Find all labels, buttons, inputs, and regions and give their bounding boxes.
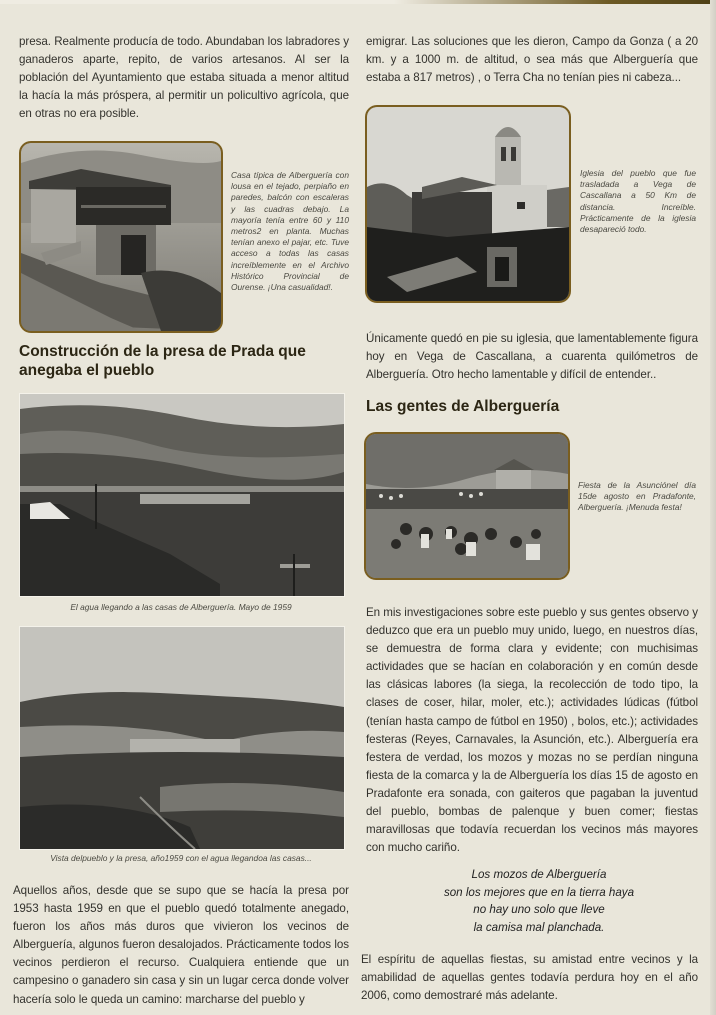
flooded-village-photo bbox=[19, 393, 345, 597]
dam-illustration bbox=[20, 627, 344, 849]
fiesta-photo-caption: Fiesta de la Asunciónel día 15de agosto en Pradafonte, Alberguería. ¡Menuda festa! bbox=[578, 480, 696, 513]
traditional-stone-house-photo bbox=[19, 141, 223, 333]
dam-photo-caption: Vista delpueblo y la presa, año1959 con el agua llegandoa las casas... bbox=[50, 853, 312, 863]
house-illustration bbox=[21, 143, 221, 331]
people-paragraph: En mis investigaciones sobre este pueblo y sus gentes observo y deduzco que era un pueblo muy unido, luego, en nuestros días, se demuestra de forma clara y evidente; con muchisimas actividades que se hacían en colaboración y en común desde las clásicas labores (la siega, la recolección de todo tipo, la clases de coser, hilar, moler, etc.); actividades lúdicas (fútbol (tenían hasta campo de fútbol en 1950) , bolos, etc.); actividades festeras (Reyes, Carnavales, la Asunción, etc.). Alberguería era festera de verdad, los mozos y mozas no se perdían ninguna fiesta de la comarca y la de Alberguería los días 15 de agosto en Pradafonte era sonada, con gaiteros que pagaban la juventud del pueblo, bombas de palenque y buen comer; fiestas maravillosas que todavía recuerdan los vecinos más mayores con mucho cariño. bbox=[366, 606, 698, 855]
village-church-photo bbox=[365, 105, 571, 303]
fiesta-illustration bbox=[366, 434, 568, 578]
section-heading-people: Las gentes de Alberguería bbox=[366, 398, 560, 415]
flood-illustration bbox=[20, 394, 344, 596]
church-paragraph: Únicamente quedó en pie su iglesia, que lamentablemente figura hoy en Vega de Cascallana, a cuarenta quilómetros de Alberguería. Otro hecho lamentable y difícil de entender.. bbox=[366, 332, 698, 382]
closing-paragraph-left: Aquellos años, desde que se supo que se hacía la presa por 1953 hasta 1959 en que el pueblo quedó totalmente anegado, fueron los años más duros que vivieron los vecinos de Alberguería, algunos fueron desalojados. Prácticamente todos los vecinos perdieron el recurso. Cualquiera entiende que un campesino o ganadero sin casa y sin un lugar cerca donde volver hacería solo le queda un camino: marcharse del pueblo y bbox=[13, 884, 349, 1006]
verse-line: la camisa mal planchada. bbox=[473, 920, 605, 934]
intro-paragraph-left: presa. Realmente producía de todo. Abundaban los labradores y ganaderos aparte, repito, de varios artesanos. Al ser la población del Ayuntamiento que estaba situada a menor altitud la hacía la más próspera, al permitir un policultivo agrícola, que en otras no era posible. bbox=[19, 35, 349, 121]
verse-line: Los mozos de Alberguería bbox=[471, 868, 607, 881]
section-heading-dam-construction: Construcción de la presa de Prada que anegaba el pueblo bbox=[19, 343, 306, 379]
house-photo-caption: Casa típica de Alberguería con lousa en el tejado, perpiaño en paredes, balcón con escaleras y las cuadras debajo. La mayoría tenía entre 60 y 110 metros2 en planta. Muchas tenían anexo el pajar, etc. Tuve acceso a todas las casas increíblemente en el Archivo Histórico Provincial de Ourense. ¡Una casualidad!. bbox=[231, 170, 349, 293]
folk-verse bbox=[380, 866, 698, 936]
top-border-band bbox=[0, 0, 716, 4]
flood-photo-caption: El agua llegando a las casas de Alberguería. Mayo de 1959 bbox=[70, 602, 292, 612]
church-photo-caption: Iglesia del pueblo que fue trasladada a Vega de Cascallana a 50 Km de distancia. Increíble. Prácticamente de la iglesia desapareció todo. bbox=[580, 168, 696, 235]
closing-paragraph-right: El espíritu de aquellas fiestas, su amistad entre vecinos y la amabilidad de aquellas gentes todavía perdura hoy en el año 2006, como demostraré más adelante. bbox=[361, 953, 698, 1003]
church-illustration bbox=[367, 107, 569, 301]
dam-and-valley-photo bbox=[19, 626, 345, 850]
verse-line: no hay uno solo que lleve bbox=[473, 903, 605, 916]
intro-paragraph-right: emigrar. Las soluciones que les dieron, Campo da Gonza ( a 20 km. y a 1000 m. de altitud, o sea más que Alberguería que estaba a 817 metros) , o Terra Cha no tenían pies ni cabeza... bbox=[366, 35, 698, 85]
page-edge-shadow bbox=[710, 0, 716, 1015]
fiesta-crowd-photo bbox=[364, 432, 570, 580]
verse-line: son los mejores que en la tierra haya bbox=[443, 885, 635, 899]
